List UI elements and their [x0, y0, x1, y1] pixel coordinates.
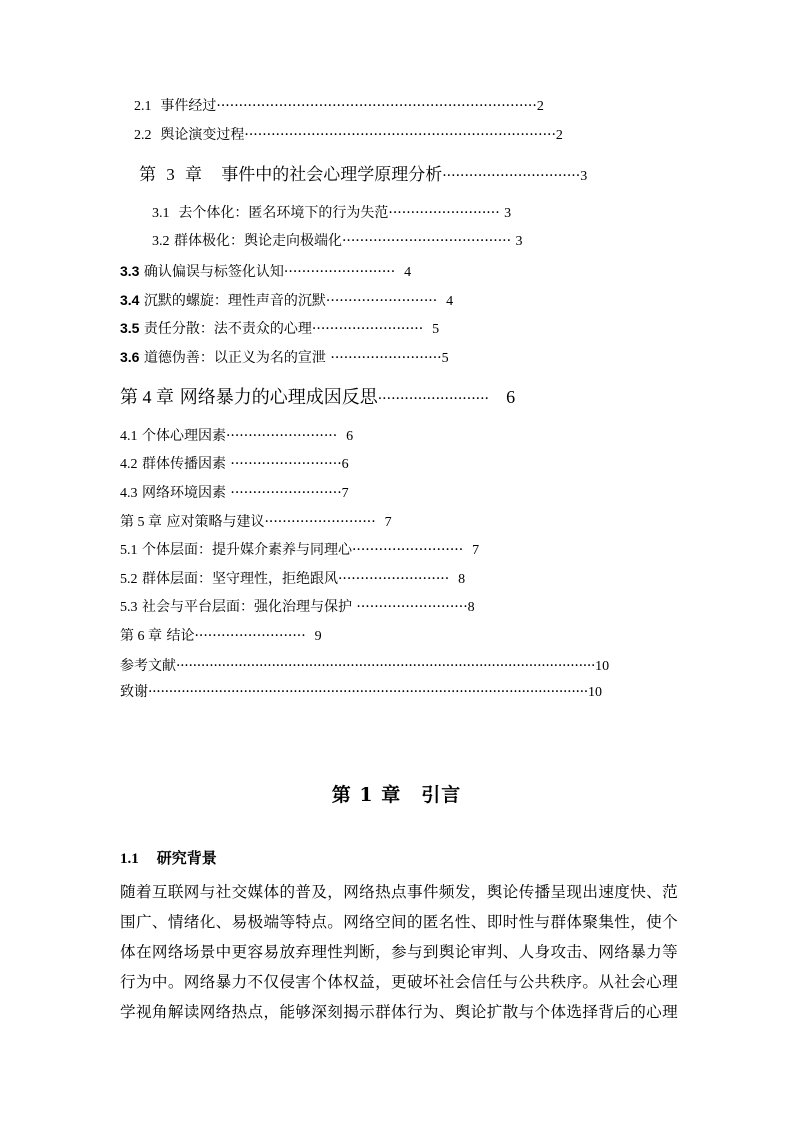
toc-page-number: 6 — [341, 457, 349, 472]
toc-entry-number: 3.4 — [120, 292, 140, 308]
toc-leader-dots: ························· — [283, 264, 396, 280]
toc-entry-3-6[interactable] — [120, 350, 449, 366]
toc-entry-chapter-3[interactable] — [139, 166, 587, 184]
toc-entry-title: 群体传播因素 — [141, 456, 226, 472]
toc-page-number: 10 — [595, 659, 610, 674]
toc-entry-number: 4.2 — [120, 457, 138, 472]
toc-page-number: 6 — [506, 387, 516, 407]
toc-entry-chapter-5[interactable] — [120, 515, 392, 530]
toc-entry-3-1[interactable] — [152, 206, 511, 221]
toc-leader-dots: ······································ — [341, 233, 512, 249]
section-heading — [120, 847, 217, 868]
paragraph-line: 体在网络场景中更容易放弃理性判断，参与到舆论审判、人身攻击、网络暴力等 — [120, 943, 679, 961]
toc-entry-number: 第 6 章 — [120, 629, 162, 644]
toc-page-number: 8 — [458, 572, 466, 587]
toc-leader-dots: ························· — [337, 571, 450, 587]
toc-page-number: 5 — [441, 351, 449, 366]
toc-entry-title: 确认偏误与标签化认知 — [143, 264, 284, 280]
toc-entry-4-3[interactable] — [120, 486, 349, 501]
toc-entry-title: 结论 — [166, 628, 195, 644]
toc-leader-dots: ························· — [194, 628, 306, 644]
body-paragraph — [120, 877, 679, 1027]
toc-entry-5-2[interactable] — [120, 572, 465, 587]
toc-entry-number: 2.2 — [134, 128, 152, 143]
toc-entry-number: 3.2 — [152, 234, 170, 249]
toc-entry-number: 5.2 — [120, 572, 138, 587]
toc-entry-title: 去个体化：匿名环境下的行为失范 — [178, 205, 389, 221]
toc-page-number: 4 — [446, 294, 454, 309]
toc-entry-chapter-6[interactable] — [120, 629, 322, 644]
paragraph-line: 行为中。网络暴力不仅侵害个体权益，更破坏社会信任与公共秩序。从社会心理 — [120, 973, 679, 991]
toc-entry-number: 第 4 章 — [120, 387, 174, 407]
chapter-title: 第 1 章 引言 — [331, 784, 462, 806]
toc-leader-dots: ·········································································································· — [148, 684, 588, 700]
toc-entry-5-1[interactable] — [120, 543, 479, 558]
toc-entry-3-5[interactable] — [120, 321, 439, 337]
paragraph-line: 随着互联网与社交媒体的普及，网络热点事件频发，舆论传播呈现出速度快、范 — [120, 883, 679, 901]
toc-entry-number: 5.1 — [120, 543, 138, 558]
section-title: 研究背景 — [156, 849, 217, 867]
toc-page-number: 8 — [467, 600, 475, 615]
toc-entry-chapter-4[interactable] — [120, 388, 515, 407]
toc-leader-dots: ····································································································· — [176, 658, 596, 674]
toc-entry-title: 网络环境因素 — [141, 485, 226, 501]
toc-entry-references[interactable] — [120, 659, 609, 674]
toc-page-number: 3 — [504, 206, 512, 221]
toc-entry-title: 舆论演变过程 — [160, 127, 245, 143]
toc-page-number: 3 — [515, 234, 523, 249]
toc-page-number: 6 — [346, 429, 354, 444]
toc-entry-title: 参考文献 — [120, 658, 176, 674]
toc-leader-dots: ························· — [356, 599, 468, 615]
toc-entry-number: 5.3 — [120, 600, 138, 615]
toc-entry-title: 沉默的螺旋：理性声音的沉默 — [143, 293, 326, 309]
toc-entry-number: 4.1 — [120, 429, 138, 444]
toc-entry-number: 第 5 章 — [120, 515, 162, 530]
toc-entry-title: 责任分散：法不责众的心理 — [143, 321, 312, 337]
toc-leader-dots: ······································································ — [244, 127, 556, 143]
paragraph-line: 围广、情绪化、易极端等特点。网络空间的匿名性、即时性与群体聚集性，使个 — [120, 913, 679, 931]
toc-leader-dots: ························· — [225, 428, 338, 444]
toc-leader-dots: ························· — [330, 350, 442, 366]
toc-page-number: 2 — [555, 128, 563, 143]
toc-leader-dots: ························· — [230, 456, 342, 472]
toc-page-number: 4 — [404, 265, 412, 280]
toc-entry-number: 第 3 章 — [139, 165, 205, 184]
toc-page-number: 10 — [587, 685, 602, 700]
toc-entry-2-1[interactable] — [134, 99, 544, 114]
toc-page-number: 7 — [341, 486, 349, 501]
toc-entry-acknowledgements[interactable] — [120, 685, 602, 700]
toc-entry-2-2[interactable] — [134, 128, 563, 143]
toc-leader-dots: ························· — [388, 205, 500, 221]
toc-leader-dots: ························· — [351, 542, 464, 558]
toc-entry-title: 网络暴力的心理成因反思 — [179, 387, 378, 408]
toc-entry-title: 道德伪善：以正义为名的宣泄 — [143, 350, 326, 366]
toc-page-number: 5 — [432, 322, 440, 337]
toc-entry-title: 事件经过 — [160, 98, 217, 114]
toc-entry-title: 事件中的社会心理学原理分析 — [221, 165, 443, 185]
toc-entry-4-1[interactable] — [120, 429, 353, 444]
toc-entry-number: 3.6 — [120, 349, 140, 365]
toc-entry-title: 社会与平台层面：强化治理与保护 — [141, 599, 352, 615]
toc-entry-3-3[interactable] — [120, 264, 411, 280]
toc-leader-dots: ························· — [377, 391, 489, 407]
toc-entry-title: 个体心理因素 — [141, 428, 226, 444]
toc-entry-title: 个体层面：提升媒介素养与同理心 — [141, 542, 352, 558]
toc-entry-3-4[interactable] — [120, 293, 453, 309]
toc-page-number: 7 — [472, 543, 480, 558]
toc-entry-number: 3.3 — [120, 263, 140, 279]
toc-page-number: 9 — [314, 629, 322, 644]
toc-entry-5-3[interactable] — [120, 600, 475, 615]
toc-entry-3-2[interactable] — [152, 234, 523, 249]
toc-leader-dots: ························· — [311, 321, 424, 337]
toc-page-number: 3 — [580, 169, 588, 184]
toc-entry-number: 2.1 — [134, 99, 152, 114]
toc-page-number: 7 — [384, 515, 392, 530]
toc-entry-number: 3.5 — [120, 320, 140, 336]
toc-leader-dots: ························· — [325, 293, 438, 309]
toc-leader-dots: ········································································ — [216, 98, 537, 114]
toc-entry-number: 3.1 — [152, 206, 170, 221]
toc-leader-dots: ························· — [230, 485, 342, 501]
toc-entry-title: 群体层面：坚守理性，拒绝跟风 — [141, 571, 338, 587]
toc-entry-title: 应对策略与建议 — [166, 514, 265, 530]
toc-entry-number: 4.3 — [120, 486, 138, 501]
toc-leader-dots: ······························· — [442, 168, 581, 184]
toc-entry-4-2[interactable] — [120, 457, 349, 472]
toc-page-number: 2 — [536, 99, 544, 114]
toc-entry-title: 致谢 — [120, 684, 148, 700]
paragraph-line: 学视角解读网络热点，能够深刻揭示群体行为、舆论扩散与个体选择背后的心理 — [120, 1003, 679, 1021]
toc-leader-dots: ························· — [264, 514, 376, 530]
section-number: 1.1 — [120, 851, 139, 867]
toc-entry-title: 群体极化：舆论走向极端化 — [173, 233, 342, 249]
